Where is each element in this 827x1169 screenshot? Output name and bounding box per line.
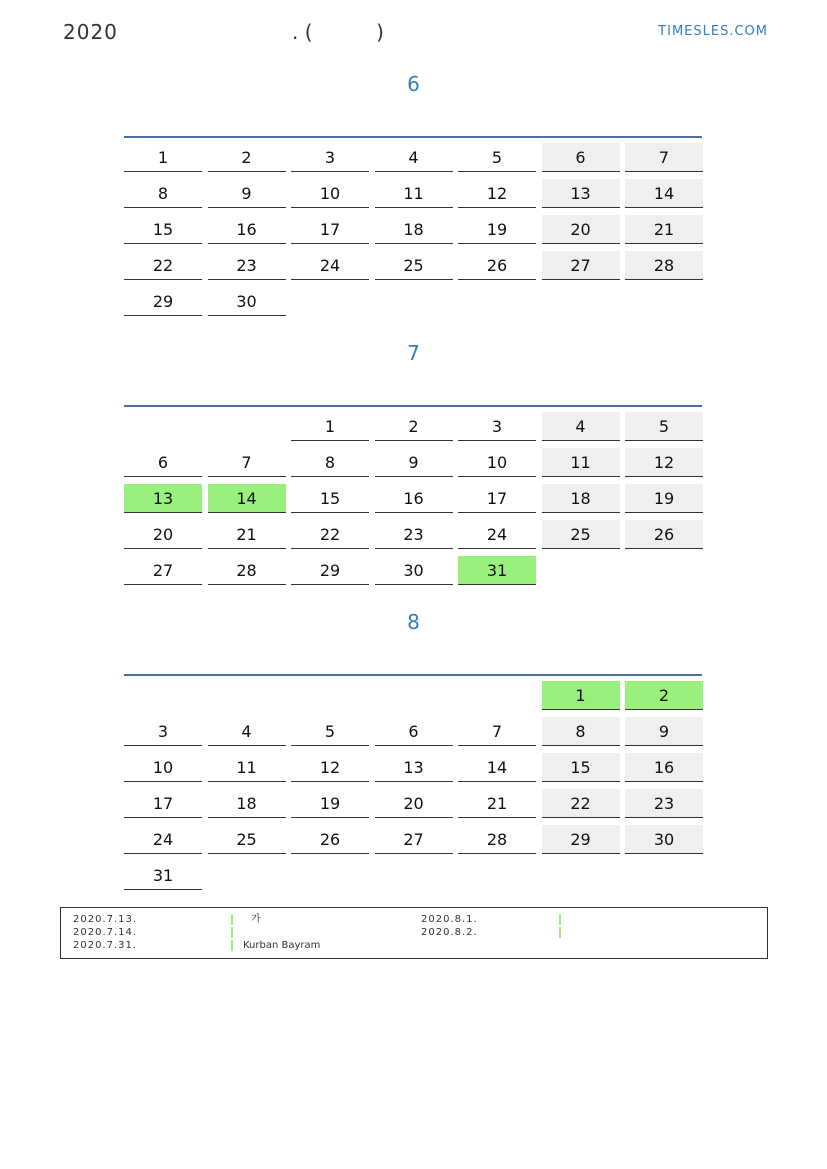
month-rule [124, 136, 702, 138]
day-cell[interactable]: 3 [458, 412, 536, 441]
day-cell[interactable]: 16 [208, 215, 286, 244]
holiday-legend [60, 907, 768, 959]
day-cell[interactable]: 30 [208, 287, 286, 316]
month-title: 7 [407, 341, 420, 365]
legend-date: 2020.7.14. [73, 927, 138, 938]
day-cell[interactable]: 15 [124, 215, 202, 244]
day-cell[interactable]: 12 [458, 179, 536, 208]
weekend-day-cell[interactable]: 6 [542, 143, 620, 172]
day-cell[interactable]: 2 [375, 412, 453, 441]
weekend-day-cell[interactable]: 11 [542, 448, 620, 477]
legend-date: 2020.7.13. [73, 914, 138, 925]
day-cell[interactable]: 16 [375, 484, 453, 513]
day-cell[interactable]: 3 [124, 717, 202, 746]
weekend-day-cell[interactable]: 7 [625, 143, 703, 172]
year-title: 2020 [63, 20, 118, 44]
weekend-day-cell[interactable]: 14 [625, 179, 703, 208]
holiday-marker [559, 927, 561, 938]
weekend-day-cell[interactable]: 16 [625, 753, 703, 782]
day-cell[interactable]: 23 [375, 520, 453, 549]
weekend-day-cell[interactable]: 30 [625, 825, 703, 854]
day-cell[interactable]: 26 [458, 251, 536, 280]
weekend-day-cell[interactable]: 4 [542, 412, 620, 441]
weekend-day-cell[interactable]: 28 [625, 251, 703, 280]
day-cell[interactable]: 26 [291, 825, 369, 854]
weekend-day-cell[interactable]: 22 [542, 789, 620, 818]
weekend-day-cell[interactable]: 23 [625, 789, 703, 818]
day-cell[interactable]: 4 [208, 717, 286, 746]
day-cell[interactable]: 27 [375, 825, 453, 854]
weekend-day-cell[interactable]: 29 [542, 825, 620, 854]
day-cell[interactable]: 27 [124, 556, 202, 585]
legend-date: 2020.8.1. [421, 914, 478, 925]
month-title: 8 [407, 610, 420, 634]
day-cell[interactable]: 29 [124, 287, 202, 316]
holiday-marker [231, 940, 233, 951]
holiday-day-cell[interactable]: 13 [124, 484, 202, 513]
day-cell[interactable]: 17 [291, 215, 369, 244]
day-cell[interactable]: 31 [124, 861, 202, 890]
month-rule [124, 405, 702, 407]
legend-row [421, 913, 721, 926]
holiday-marker [231, 914, 233, 925]
legend-row [73, 926, 373, 939]
day-cell[interactable]: 5 [291, 717, 369, 746]
day-cell[interactable]: 21 [208, 520, 286, 549]
day-cell[interactable]: 11 [375, 179, 453, 208]
day-cell[interactable]: 10 [291, 179, 369, 208]
day-cell[interactable]: 9 [375, 448, 453, 477]
month-rule [124, 674, 702, 676]
weekend-day-cell[interactable]: 15 [542, 753, 620, 782]
day-cell[interactable]: 20 [124, 520, 202, 549]
header-subtitle: . ( ) [292, 20, 384, 44]
weekend-day-cell[interactable]: 25 [542, 520, 620, 549]
day-cell[interactable]: 14 [458, 753, 536, 782]
day-cell[interactable]: 11 [208, 753, 286, 782]
day-cell[interactable]: 19 [291, 789, 369, 818]
day-cell[interactable]: 15 [291, 484, 369, 513]
day-cell[interactable]: 1 [124, 143, 202, 172]
weekend-day-cell[interactable]: 8 [542, 717, 620, 746]
legend-row [421, 926, 721, 939]
day-cell[interactable]: 12 [291, 753, 369, 782]
day-cell[interactable]: 10 [458, 448, 536, 477]
day-cell[interactable]: 29 [291, 556, 369, 585]
day-cell[interactable]: 24 [291, 251, 369, 280]
holiday-day-cell[interactable]: 31 [458, 556, 536, 585]
day-cell[interactable]: 25 [208, 825, 286, 854]
weekend-day-cell[interactable]: 12 [625, 448, 703, 477]
day-cell[interactable]: 7 [208, 448, 286, 477]
day-cell[interactable]: 28 [208, 556, 286, 585]
legend-column-left [73, 913, 373, 952]
day-cell[interactable]: 22 [124, 251, 202, 280]
day-cell[interactable]: 1 [291, 412, 369, 441]
legend-date: 2020.7.31. [73, 940, 138, 951]
day-cell[interactable]: 2 [208, 143, 286, 172]
day-cell[interactable]: 18 [208, 789, 286, 818]
day-cell[interactable]: 25 [375, 251, 453, 280]
weekend-day-cell[interactable]: 18 [542, 484, 620, 513]
day-cell[interactable]: 6 [124, 448, 202, 477]
legend-date: 2020.8.2. [421, 927, 478, 938]
day-cell[interactable]: 19 [458, 215, 536, 244]
holiday-marker [559, 914, 561, 925]
holiday-day-cell[interactable]: 2 [625, 681, 703, 710]
day-cell[interactable]: 7 [458, 717, 536, 746]
day-cell[interactable]: 28 [458, 825, 536, 854]
weekend-day-cell[interactable]: 26 [625, 520, 703, 549]
weekend-day-cell[interactable]: 5 [625, 412, 703, 441]
day-cell[interactable]: 24 [124, 825, 202, 854]
day-cell[interactable]: 13 [375, 753, 453, 782]
legend-row [73, 913, 373, 926]
day-cell[interactable]: 10 [124, 753, 202, 782]
day-cell[interactable]: 30 [375, 556, 453, 585]
weekend-day-cell[interactable]: 20 [542, 215, 620, 244]
day-cell[interactable]: 17 [124, 789, 202, 818]
legend-holiday-name: 가 [251, 914, 261, 925]
day-cell[interactable]: 20 [375, 789, 453, 818]
weekend-day-cell[interactable]: 27 [542, 251, 620, 280]
weekend-day-cell[interactable]: 21 [625, 215, 703, 244]
day-cell[interactable]: 6 [375, 717, 453, 746]
legend-holiday-name: Kurban Bayram [243, 940, 321, 951]
holiday-marker [231, 927, 233, 938]
day-cell[interactable]: 18 [375, 215, 453, 244]
day-cell[interactable]: 5 [458, 143, 536, 172]
legend-row [73, 939, 373, 952]
holiday-day-cell[interactable]: 1 [542, 681, 620, 710]
weekend-day-cell[interactable]: 13 [542, 179, 620, 208]
day-cell[interactable]: 3 [291, 143, 369, 172]
brand-link[interactable]: TIMESLES.COM [658, 24, 768, 39]
weekend-day-cell[interactable]: 9 [625, 717, 703, 746]
holiday-day-cell[interactable]: 14 [208, 484, 286, 513]
legend-column-right [421, 913, 721, 939]
page-header [63, 20, 768, 46]
day-cell[interactable]: 24 [458, 520, 536, 549]
day-cell[interactable]: 23 [208, 251, 286, 280]
day-cell[interactable]: 9 [208, 179, 286, 208]
weekend-day-cell[interactable]: 19 [625, 484, 703, 513]
day-cell[interactable]: 21 [458, 789, 536, 818]
day-cell[interactable]: 22 [291, 520, 369, 549]
day-cell[interactable]: 17 [458, 484, 536, 513]
day-cell[interactable]: 8 [124, 179, 202, 208]
day-cell[interactable]: 4 [375, 143, 453, 172]
day-cell[interactable]: 8 [291, 448, 369, 477]
month-title: 6 [407, 72, 420, 96]
